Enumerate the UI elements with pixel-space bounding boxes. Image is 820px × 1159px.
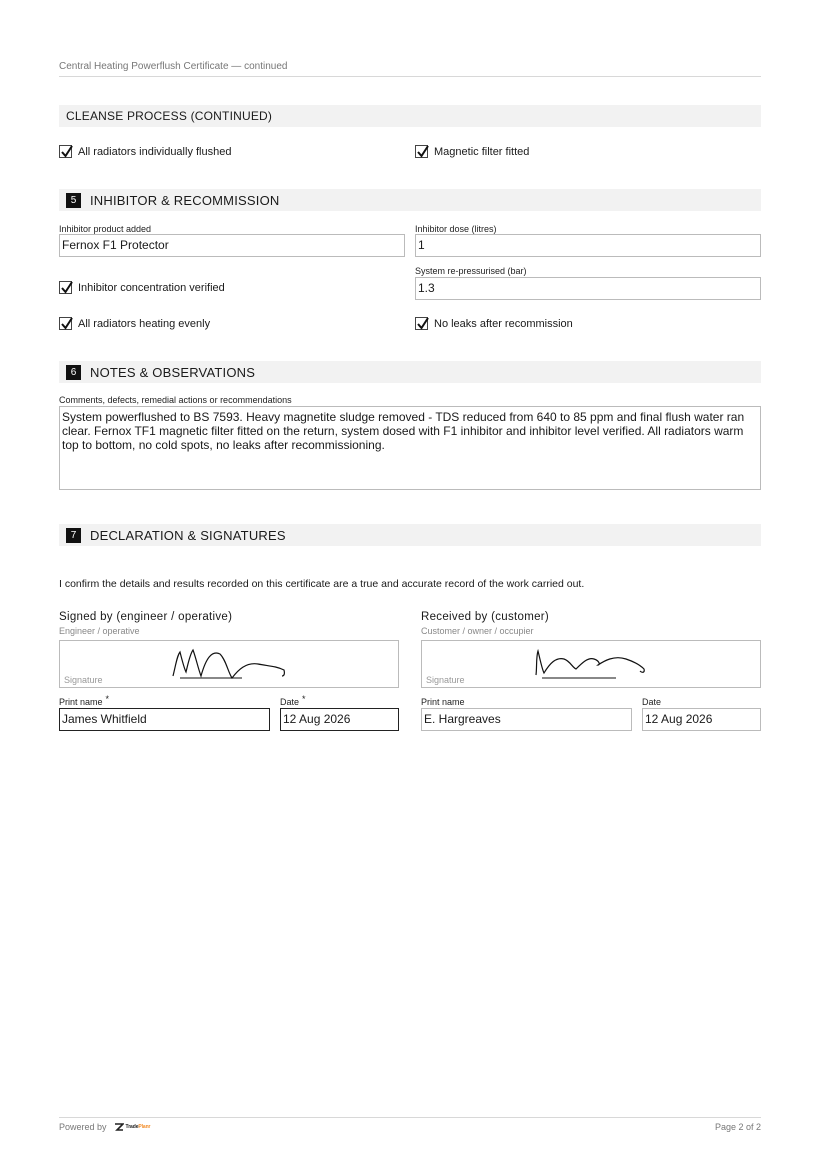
checkbox[interactable]	[415, 145, 428, 158]
declaration-statement: I confirm the details and results recorded on this certificate are a true and accurate record of the work carried out.	[59, 578, 585, 590]
customer-signature-icon	[530, 647, 650, 683]
section-cleanse-header	[59, 105, 761, 127]
inhibitor-product-label: Inhibitor product added	[59, 224, 152, 234]
comments-textarea[interactable]: System powerflushed to BS 7593. Heavy magnetite sludge removed - TDS reduced from 640 to 85 ppm and final flush water ran clear. Fernox TF1 magnetic filter fitted on the return, system dosed with F1 inhibitor and inhibitor level verified. All radiators warm top to bottom, no cold spots, no leaks after recommissioning.	[59, 406, 761, 490]
checkbox[interactable]	[59, 317, 72, 330]
check-heating-evenly[interactable]	[59, 317, 210, 330]
footer-divider	[59, 1117, 761, 1118]
pressure-field[interactable]: 1.3	[415, 277, 761, 300]
checkbox-label: Inhibitor concentration verified	[78, 281, 225, 294]
engineer-signer-title: Signed by (engineer / operative)	[59, 611, 233, 623]
engineer-signature-icon	[168, 646, 288, 684]
section-title: NOTES & OBSERVATIONS	[90, 365, 256, 380]
page-header: Central Heating Powerflush Certificate — continued	[59, 61, 288, 72]
date-label-text: Date	[280, 697, 300, 707]
header-divider	[59, 76, 761, 77]
engineer-date-field[interactable]: 12 Aug 2026	[280, 708, 399, 731]
checkbox[interactable]	[59, 281, 72, 294]
check-concentration-verified[interactable]	[59, 281, 225, 294]
customer-date-field[interactable]: 12 Aug 2026	[642, 708, 761, 731]
section-declaration-header	[59, 524, 761, 546]
page-number: Page 2 of 2	[714, 1122, 761, 1132]
comments-label: Comments, defects, remedial actions or recommendations	[59, 395, 292, 405]
section-notes-header	[59, 361, 761, 383]
section-title: CLEANSE PROCESS (CONTINUED)	[66, 109, 273, 123]
customer-print-name-label: Print name	[421, 697, 465, 707]
check-radiators-flushed[interactable]	[59, 145, 231, 158]
print-name-label-text: Print name	[59, 697, 103, 707]
signature-label: Signature	[426, 675, 465, 685]
signature-label: Signature	[64, 675, 103, 685]
checkbox[interactable]	[59, 145, 72, 158]
customer-print-name-field[interactable]: E. Hargreaves	[421, 708, 632, 731]
engineer-print-name-label	[59, 694, 110, 707]
checkbox-label: All radiators heating evenly	[78, 317, 211, 330]
required-marker: *	[302, 694, 306, 704]
check-no-leaks[interactable]	[415, 317, 573, 330]
check-magnetic-filter[interactable]	[415, 145, 529, 158]
checkmark-icon	[416, 315, 430, 331]
engineer-signature-pad[interactable]	[59, 640, 399, 688]
checkmark-icon	[60, 315, 74, 331]
checkbox[interactable]	[415, 317, 428, 330]
customer-date-label: Date	[642, 697, 662, 707]
inhibitor-dose-label: Inhibitor dose (litres)	[415, 224, 497, 234]
engineer-print-name-field[interactable]: James Whitfield	[59, 708, 270, 731]
engineer-signer-subtitle: Engineer / operative	[59, 626, 140, 636]
logo-mark-icon	[114, 1123, 124, 1131]
customer-signer-title: Received by (customer)	[421, 611, 550, 623]
checkmark-icon	[60, 143, 74, 159]
section-number-badge: 7	[66, 528, 81, 543]
checkbox-label: No leaks after recommission	[434, 317, 573, 330]
section-title: DECLARATION & SIGNATURES	[90, 528, 286, 543]
inhibitor-dose-field[interactable]: 1	[415, 234, 761, 257]
inhibitor-product-field[interactable]: Fernox F1 Protector	[59, 234, 405, 257]
checkmark-icon	[416, 143, 430, 159]
pressure-label: System re-pressurised (bar)	[415, 266, 527, 276]
section-number-badge: 6	[66, 365, 81, 380]
powered-by-text: Powered by	[59, 1122, 107, 1132]
checkmark-icon	[60, 279, 74, 295]
section-number-badge: 5	[66, 193, 81, 208]
section-inhibitor-header	[59, 189, 761, 211]
checkbox-label: Magnetic filter fitted	[434, 145, 530, 158]
required-marker: *	[105, 694, 110, 704]
checkbox-label: All radiators individually flushed	[78, 145, 232, 158]
engineer-date-label	[280, 694, 306, 707]
section-title: INHIBITOR & RECOMMISSION	[90, 193, 280, 208]
footer-powered-by	[59, 1122, 150, 1132]
customer-signature-pad[interactable]	[421, 640, 761, 688]
tradeplanr-logo: TradePlanr	[114, 1123, 151, 1131]
customer-signer-subtitle: Customer / owner / occupier	[421, 626, 534, 636]
